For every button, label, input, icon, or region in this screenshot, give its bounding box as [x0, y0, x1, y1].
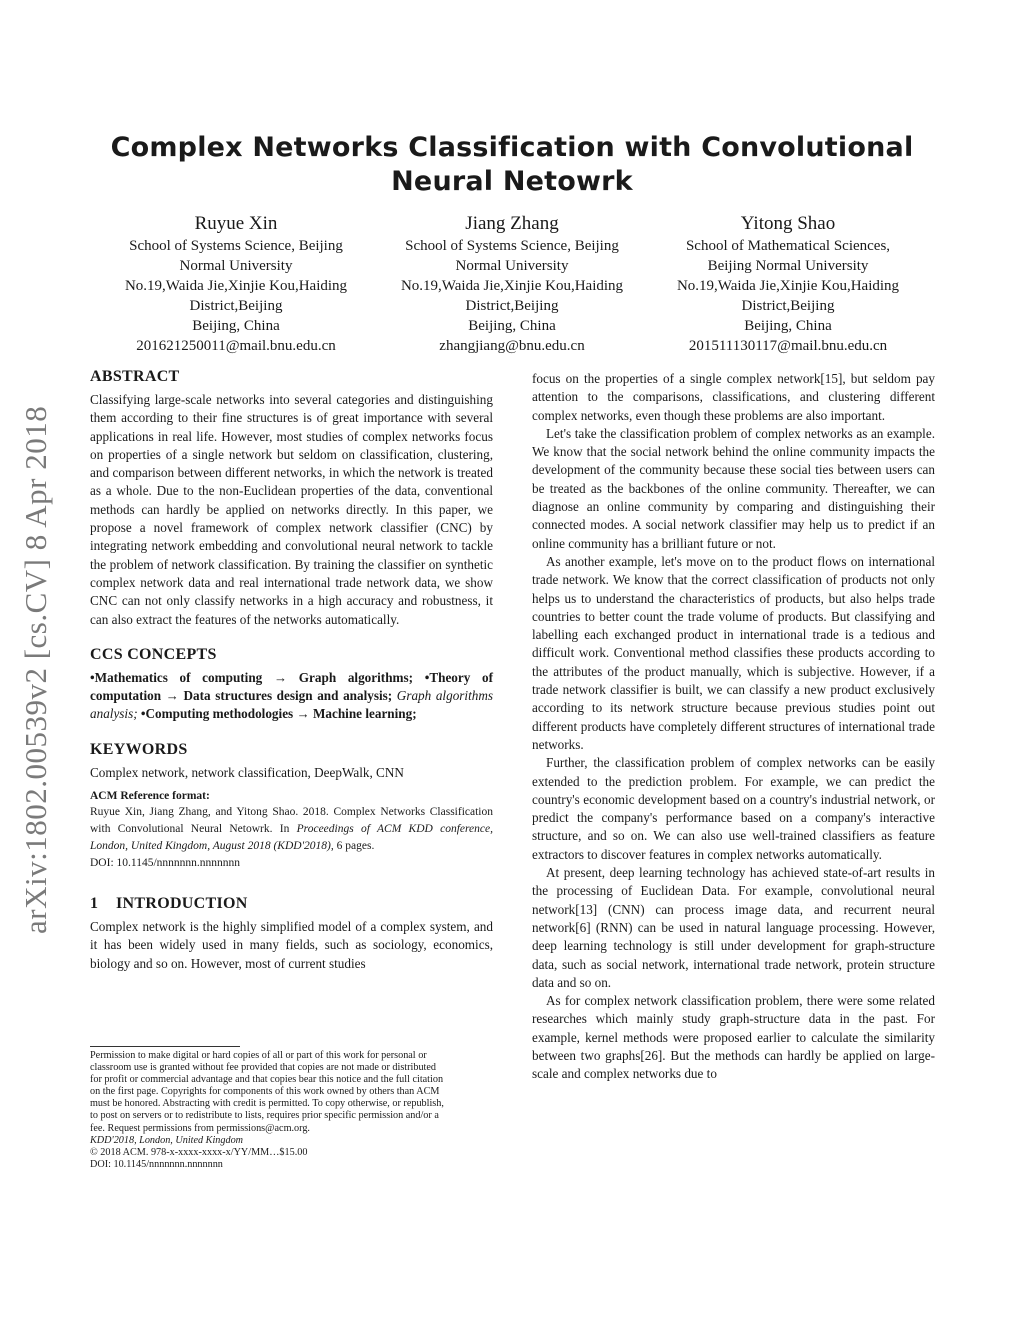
- author-address: District,Beijing: [465, 298, 559, 314]
- author-address: No.19,Waida Jie,Xinjie Kou,Haiding: [124, 278, 348, 294]
- author-card: [374, 212, 650, 356]
- abstract-text: Classifying large-scale networks into several categories and distinguishing them according to their fine structures is of great importance with several applications in real life. However, most studies of complex networks focus on properties of a single network but seldom on classification, clustering, and comparison between different networks, in which the network is treated as a whole. Due to the non-Euclidean properties of the data, conventional methods can hardly be applied on networks directly. In this paper, we propose a novel framework of complex network classifier (CNC) by integrating network embedding and convolutional neural network to tackle the problem of network classification. By training the classifier on synthetic complex network data and real international trade network data, we show CNC can not only classify networks in a high accuracy and robustness, it can also extract the features of the networks automatically.: [90, 392, 493, 627]
- footnote-line: to post on servers or to redistribute to lists, requires prior specific permission and/or a: [90, 1110, 439, 1122]
- acm-reference-doi: DOI: 10.1145/nnnnnnn.nnnnnnn: [90, 857, 241, 870]
- footnote-line: KDD'2018, London, United Kingdom: [90, 1134, 244, 1146]
- left-column: [90, 367, 493, 973]
- author-card: [98, 212, 374, 356]
- intro-paragraph: Complex network is the highly simplified model of a complex system, and it has been widely used in many fields, such as sociology, economics, biology and so on. However, most of current studies: [90, 919, 493, 971]
- intro-paragraph: At present, deep learning technology has achieved state-of-art results in the processing of Euclidean Data. For example, convolutional neural network[13] (CNN) can process image data, and recurrent neural network[6] (RNN) can be used in natural language processing. However, deep learning technology is still under development for graph-structure data, such as social network, international trade network, protein structure data and so on.: [532, 865, 935, 990]
- right-column: [532, 370, 935, 1084]
- author-address: No.19,Waida Jie,Xinjie Kou,Haiding: [676, 278, 900, 294]
- author-affiliation: School of Systems Science, Beijing: [129, 238, 343, 254]
- ccs-part: •Mathematics of computing → Graph algorithms; •Theory of computation → Data structures design and analysis;: [90, 669, 493, 704]
- introduction-heading: [90, 894, 493, 914]
- author-affiliation: Normal University: [179, 258, 293, 274]
- footnote-line: fee. Request permissions from permissions@acm.org.: [90, 1122, 310, 1134]
- footnote-line: for profit or commercial advantage and that copies bear this notice and the full citation: [90, 1074, 444, 1086]
- author-email: 201621250011@mail.bnu.edu.cn: [136, 338, 336, 354]
- keywords-text: Complex network, network classification, DeepWalk, CNN: [90, 764, 404, 780]
- author-city: Beijing, China: [468, 318, 556, 334]
- ccs-part-italic: Graph algorithms analysis;: [90, 688, 493, 722]
- footnote-rule: [90, 1046, 240, 1047]
- intro-paragraph: Further, the classification problem of complex networks can be easily extended to the prediction problem. For example, we can predict the country's economic development based on a country's industrial network, or predict the company's performance based on a company's interactive structure, and so on. We can also use well-trained classifiers as feature extractors to discover features in complex networks automatically.: [532, 755, 935, 862]
- ccs-heading: CCS CONCEPTS: [90, 645, 217, 663]
- author-name: Ruyue Xin: [194, 213, 278, 234]
- abstract-heading: ABSTRACT: [90, 368, 180, 385]
- footnote-line: DOI: 10.1145/nnnnnnn.nnnnnnn: [90, 1158, 223, 1170]
- author-affiliation: School of Systems Science, Beijing: [405, 238, 619, 254]
- footnote-line: must be honored. Abstracting with credit is permitted. To copy otherwise, or republish,: [90, 1098, 444, 1110]
- acm-ref-pages: 6 pages.: [336, 840, 375, 853]
- intro-paragraph: As another example, let's move on to the product flows on international trade network. We know that the correct classification of products not only helps us to understand the characteristics of products, but also helps trade countries to better count the trade volume of products. But classifying and labelling each exchanged product in international trade is a tedious and difficult work. Conventional method classifies these products according to the attributes of the product manually, which is subjective. However, if a trade network classifier is built, we can classify a new product exclusively according to its network structure because previous studies point out different products have completely different structures of international trade networks.: [532, 553, 935, 752]
- footnote-line: classroom use is granted without fee provided that copies are not made or distributed: [90, 1062, 436, 1074]
- copyright-footnote: [90, 1050, 493, 1171]
- author-address: District,Beijing: [189, 298, 283, 314]
- author-address: District,Beijing: [741, 298, 835, 314]
- acm-reference-text: [90, 804, 493, 855]
- ccs-concepts: [90, 669, 493, 724]
- footnote-line: on the first page. Copyrights for components of this work owned by others than ACM: [90, 1086, 440, 1098]
- author-city: Beijing, China: [744, 318, 832, 334]
- author-affiliation: Beijing Normal University: [707, 258, 869, 274]
- acm-reference-heading: ACM Reference format:: [90, 790, 210, 803]
- author-affiliation: School of Mathematical Sciences,: [685, 238, 891, 254]
- intro-paragraph: As for complex network classification problem, there were some related researches which mainly study graph-structure data in the past. For example, kernel methods were proposed earlier to calculate the similarity between two graphs[26]. But the methods can hardly be applied on large-scale and complex networks due to: [532, 993, 935, 1082]
- ccs-part: •Computing methodologies → Machine learning;: [140, 706, 417, 722]
- footnote-line: Permission to make digital or hard copies of all or part of this work for personal or: [90, 1050, 427, 1061]
- author-name: Jiang Zhang: [465, 213, 559, 234]
- section-number: 1: [90, 895, 99, 913]
- acm-ref-venue: Proceedings of ACM KDD conference, London, United Kingdom, August 2018 (KDD'2018),: [90, 823, 493, 853]
- author-city: Beijing, China: [192, 318, 280, 334]
- intro-paragraph: focus on the properties of a single complex network[15], but seldom pay attention to the comparisons, classifications, and clustering different complex networks, even though these problems are also important.: [532, 371, 935, 423]
- intro-paragraph: Let's take the classification problem of complex networks as an example. We know that the social network behind the online community impacts the development of the community because these social ties between users can be treated as the backbones of the online community. Thereafter, we can diagnose an online community by comparing and distinguishing their connected modes. A social network classifier may help us to predict if an online community has a brilliant future or not.: [532, 425, 935, 551]
- author-affiliation: Normal University: [455, 258, 569, 274]
- author-card: [650, 212, 926, 356]
- section-title: INTRODUCTION: [116, 895, 248, 913]
- keywords-heading: KEYWORDS: [90, 740, 188, 758]
- footnote-line: © 2018 ACM. 978-x-xxxx-xxxx-x/YY/MM…$15.00: [90, 1146, 308, 1158]
- author-block: [98, 212, 926, 356]
- acm-ref-part: Ruyue Xin, Jiang Zhang, and Yitong Shao. 2018. Complex Networks Classification with Convolutional Neural Netowrk. In: [90, 806, 493, 836]
- author-email: zhangjiang@bnu.edu.cn: [439, 338, 585, 354]
- author-address: No.19,Waida Jie,Xinjie Kou,Haiding: [400, 278, 624, 294]
- paper-title: Complex Networks Classification with Convolutional Neural Netowrk: [110, 132, 914, 197]
- arxiv-stamp: arXiv:1802.00539v2 [cs.CV] 8 Apr 2018: [18, 405, 53, 934]
- author-name: Yitong Shao: [740, 213, 836, 234]
- author-email: 201511130117@mail.bnu.edu.cn: [688, 338, 888, 354]
